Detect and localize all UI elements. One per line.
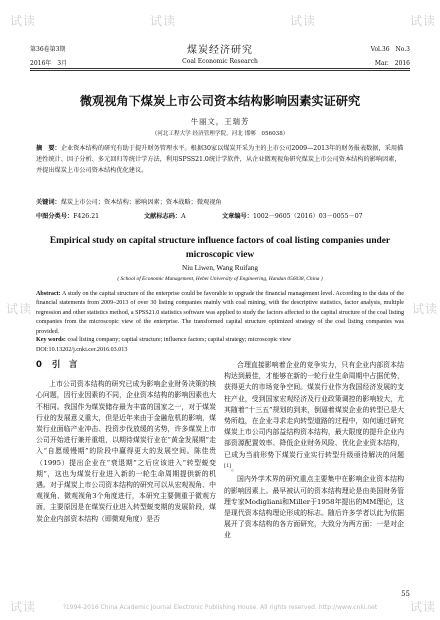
watermark-text: 试读 <box>10 600 37 614</box>
abstract-zh-label: 摘 要： <box>36 145 61 152</box>
paragraph: 上市公司资本结构的研究已成为影响企业财务决策的核心问题，因行业因素的不同，企业资本结构的影响因素也大不相同。我国作为煤炭储存最为丰富的国家之一，对于煤炭行业的发展意义重大，但是近年来由于金融危机的影响，煤炭行业面临产业冲击、投资步伐放缓的劣势，许多煤炭上市公司开始进行兼并重组，以期待煤炭行业在“黄金发展期”走入“自愿缓慢期”的阶段中赢得更大的发展空间。陈佳贵（1995）提出企业在“衰退期”之后应该进入“转型蜕变期”，这也为煤炭行业进入新的一轮生命周期提供新的机遇。对于煤炭上市公司资本结构的研究可以从宏观视角、中观视角、微观视角3个角度进行，本研究主要侧重于微观方面，主要原因是在煤炭行业进入转型蜕变期的发展阶段，煤炭企业内部资本结构（即微观角度）是否 <box>36 380 216 523</box>
header-date-zh: 2016年 3月 <box>30 60 68 67</box>
doc-code-label: 文献标志码： <box>144 213 182 220</box>
authors-en: Niu Liwen, Wang Ruifang <box>182 264 258 272</box>
abstract-en-text: A study on the capital structure of the enterprise could be favorable to upgrade the financial management level. According to the data of the financial statements from 2009–2013 of over 30 listing companies mainly with coal mining, with the descriptive statistics, factor analysis, multiple regression and other statistics method, a SPSS21.0 statistics software was applied to study the factors affected to the capital structure of the coal listing companies from the microscopic view of the enterprise. The transformed capital structure optimized strategy of the coal listing companies was provided. <box>36 291 404 335</box>
watermark-text: 试读 <box>412 302 439 316</box>
abstract-zh-text: 企业资本结构的研究有助于提升财务管理水平。根据30家以煤炭开采为主的上市公司2009—2013年的财务报表数据，采用描述性统计、因子分析、多元回归等统计学方法，利用SPSS21.0统计学软件，从企业微观视角研究煤炭上市公司资本结构的影响因素，并提出煤炭上市公司资本结构优化建议。 <box>36 145 404 174</box>
section-heading <box>36 360 216 371</box>
article-id-label: 文章编号： <box>222 213 253 220</box>
section-number: 0 <box>36 360 42 370</box>
watermark-text: 试读 <box>150 14 177 28</box>
watermark-text: 试读 <box>10 14 37 28</box>
left-column <box>36 360 216 525</box>
right-column <box>224 360 404 542</box>
abstract-en <box>36 290 404 337</box>
header-journal-en: Coal Economic Research <box>182 58 258 65</box>
header-volume-en: Vol.36 No.3 <box>370 46 410 53</box>
keywords-zh-label: 关键词： <box>36 199 61 206</box>
clc-label: 中图分类号： <box>36 213 74 220</box>
keywords-zh-text: 煤炭上市公司；资本结构；影响因素；资本战略；微观视角 <box>60 199 222 206</box>
watermark-text: 试读 <box>410 14 437 28</box>
section-title: 引 言 <box>51 360 78 370</box>
paragraph: 国内外学术界的研究重点主要集中在影响企业资本结构的影响因素上。最早被认可的资本结构理论是由美国财务管理专家Modigliani和Miller于1958年提出的MM理论，这是现代资本结构理论形成的标志。随后许多学者以此为依据展开了资本结构的各方面研究，大致分为两方面：一是对企业 <box>224 475 404 540</box>
copyright-footer: ?1994-2016 China Academic Journal Electronic Publishing House. All rights reserved. http://www.cnki.net <box>62 604 378 611</box>
keywords-en <box>36 336 404 345</box>
keywords-en-label: Key words: <box>36 337 66 343</box>
header-rule <box>30 68 410 69</box>
header-journal-zh: 煤炭经济研究 <box>187 45 253 56</box>
affiliation-zh: （河北工程大学 经济管理学院，河北 邯郸 056038） <box>151 131 289 137</box>
clc-value: F426.21 <box>73 213 100 220</box>
page-number: 55 <box>401 590 410 598</box>
header-rule-thin <box>30 70 410 71</box>
doi: DOI:10.13202/j.cnki.cer.2016.03.013 <box>36 347 128 353</box>
abstract-en-label: Abstract: <box>36 291 61 297</box>
header-volume-zh: 第36卷第3期 <box>30 46 66 53</box>
affiliation-en: ( School of Economic Management, Hebei University of Engineering, Handan 056038, China ) <box>117 276 323 282</box>
header-date-en: Mar. 2016 <box>374 60 410 67</box>
citation: [1] <box>224 462 232 469</box>
paragraph-text: 合理直接影响着企业的竞争实力，只有企业内部资本结构达到最佳，才能够在新的一轮行业生命周期中占据优势，获得更大的市场竞争空间。煤炭行业作为我国经济发展的支柱产业，受到国家宏观经济及行业政策调控的影响较大，尤其随着“十三五”规划的到来，倒逼着煤炭企业的转型已是大势所趋，在企业寻求走向转型道路的过程中，如何通过研究煤炭上市公司内部益结构资本结构，最大限度的提升企业内部资源配置效率、降低企业财务风险、优化企业资本结构，已成为当前形势下煤炭行业实行转型升级亟待解决的问题 <box>224 361 404 459</box>
watermark-text: 试读 <box>410 600 437 614</box>
abstract-zh <box>36 144 404 176</box>
watermark-text: 试读 <box>6 302 33 316</box>
authors-zh: 牛丽文，王瑞芳 <box>190 117 250 126</box>
watermark-text: 试读 <box>290 14 317 28</box>
paper-title-en: Empirical study on capital structure influence factors of coal listing companies under microscopic view <box>49 236 391 260</box>
keywords-zh <box>36 198 404 209</box>
doc-code-value: A <box>181 213 186 220</box>
keywords-en-text: coal listing company; capital structure; influence factors; capital strategy; microscopic view <box>67 337 292 343</box>
paper-title-zh: 微观视角下煤炭上市公司资本结构影响因素实证研究 <box>79 94 361 108</box>
article-id-value: 1002－9605（2016）03－0055－07 <box>252 213 363 220</box>
paragraph <box>224 360 404 474</box>
paragraph-end: 。 <box>231 464 238 473</box>
